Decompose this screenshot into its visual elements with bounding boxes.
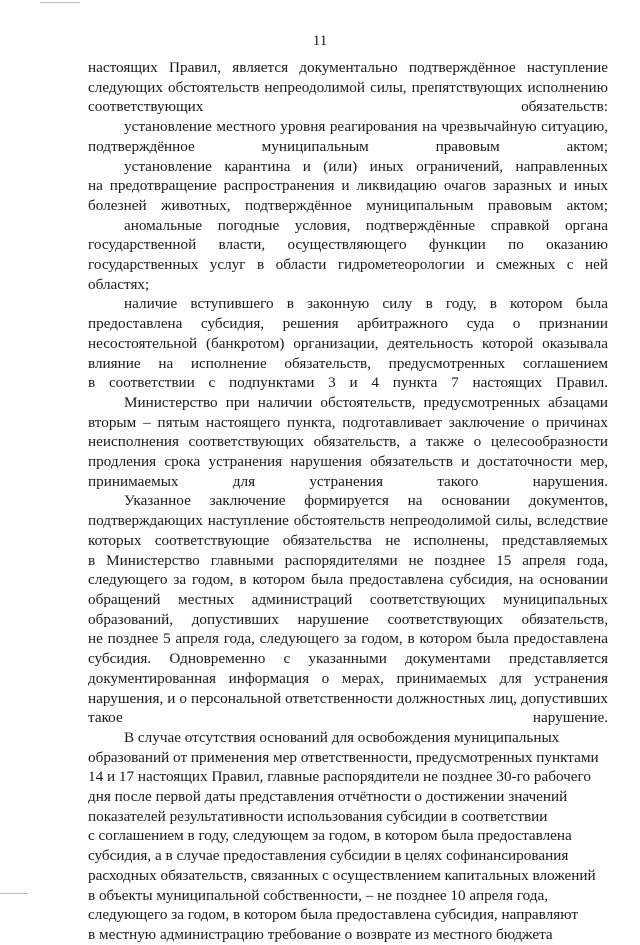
page-number: 11: [312, 33, 328, 49]
paragraph-absence: [88, 728, 608, 945]
text-line: Указанное заключение формируется на основании документов,: [124, 492, 608, 510]
paragraph-emergency: [88, 117, 608, 156]
paragraph-quarantine: [88, 157, 608, 216]
text-line: следующих обстоятельств непреодолимой силы, препятствующих исполнению: [88, 78, 608, 96]
text-line: Министерство при наличии обстоятельств, предусмотренных абзацами: [124, 393, 608, 411]
text-line: которых соответствующие обязательства не исполнены, представляемых: [88, 531, 608, 549]
text-line: обращений местных администраций соответствующих муниципальных: [88, 590, 608, 608]
paragraph-bankruptcy: [88, 294, 608, 393]
text-line: расходных обязательств, связанных с осуществлением капитальных вложений: [88, 866, 596, 884]
text-line: неисполнения соответствующих обязательств, а также о целесообразности: [88, 433, 608, 451]
text-line: нарушения, и о персональной ответственности должностных лиц, допустивших: [88, 689, 608, 707]
text-line: предоставлена субсидия, решения арбитражного суда о признании: [88, 315, 608, 333]
paragraph-continuation: [88, 58, 608, 117]
text-line: образований от применения мер ответственности, предусмотренных пунктами: [88, 748, 599, 766]
text-line: показателей результативности использования субсидии в соответствии: [88, 807, 548, 825]
text-line: дня после первой даты представления отчётности о достижении значений: [88, 788, 568, 806]
text-line: настоящих Правил, является документально подтверждённое наступление: [88, 59, 608, 76]
scan-mark-bottom: [0, 893, 28, 894]
text-line: государственной власти, осуществляющего функции по оказанию: [88, 236, 608, 254]
text-line: аномальные погодные условия, подтверждённые справкой органа: [124, 216, 608, 234]
paragraph-conclusion: [88, 491, 608, 727]
text-line: подтверждённое муниципальным правовым актом;: [88, 137, 608, 155]
text-line: такое нарушение.: [88, 709, 608, 727]
text-line: государственных услуг в области гидрометеорологии и смежных с ней: [88, 256, 608, 274]
scan-mark-top: [40, 2, 80, 3]
text-line: с соглашением в году, следующем за годом, в котором была предоставлена: [88, 827, 572, 845]
text-line: документированная информация о мерах, принимаемых для устранения: [88, 669, 608, 687]
text-line: продления срока устранения нарушения обязательств и достаточности мер,: [88, 453, 608, 471]
text-line: следующего за годом, в котором была предоставлена субсидия, на основании: [88, 571, 608, 589]
paragraph-ministry: [88, 393, 608, 492]
text-line: вторым – пятым настоящего пункта, подготавливает заключение о причинах: [88, 413, 608, 431]
text-line: субсидия, а в случае предоставления субсидии в целях софинансирования: [88, 847, 569, 865]
text-line: несостоятельной (банкротом) организации, деятельность которой оказывала: [88, 334, 608, 352]
text-line: в объекты муниципальной собственности, – не позднее 10 апреля года,: [88, 886, 549, 904]
text-line: 14 и 17 настоящих Правил, главные распорядители не позднее 30-го рабочего: [88, 768, 591, 786]
text-line: подтверждающих наступление обстоятельств непреодолимой силы, вследствие: [88, 512, 608, 530]
document-body: [88, 58, 608, 945]
text-line: на предотвращение распространения и ликвидацию очагов заразных и иных: [88, 177, 608, 195]
text-line: в Министерство главными распорядителями не позднее 15 апреля года,: [88, 551, 608, 569]
text-line: В случае отсутствия оснований для освобождения муниципальных: [124, 728, 560, 746]
text-line: соответствующих обязательств:: [88, 98, 608, 116]
text-line: образований, допустивших нарушение соответствующих обязательств,: [88, 610, 608, 628]
text-line: установление карантина и (или) иных ограничений, направленных: [124, 157, 608, 175]
text-line: областях;: [88, 275, 150, 293]
text-line: болезней животных, подтверждённое муниципальным правовым актом;: [88, 196, 608, 214]
text-line: наличие вступившего в законную силу в году, в котором была: [124, 295, 608, 313]
text-line: принимаемых для устранения такого нарушения.: [88, 472, 608, 490]
paragraph-weather: [88, 216, 608, 295]
text-line: субсидия. Одновременно с указанными документами представляется: [88, 650, 608, 668]
text-line: в местную администрацию требование о возврате из местного бюджета: [88, 925, 553, 943]
text-line: в соответствии с подпунктами 3 и 4 пункта 7 настоящих Правил.: [88, 374, 608, 392]
text-line: установление местного уровня реагирования на чрезвычайную ситуацию,: [124, 118, 608, 136]
text-line: не позднее 5 апреля года, следующего за годом, в котором была предоставлена: [88, 630, 608, 648]
text-line: влияние на исполнение обязательств, предусмотренных соглашением: [88, 354, 608, 372]
text-line: следующего за годом, в котором была предоставлена субсидия, направляют: [88, 906, 578, 924]
